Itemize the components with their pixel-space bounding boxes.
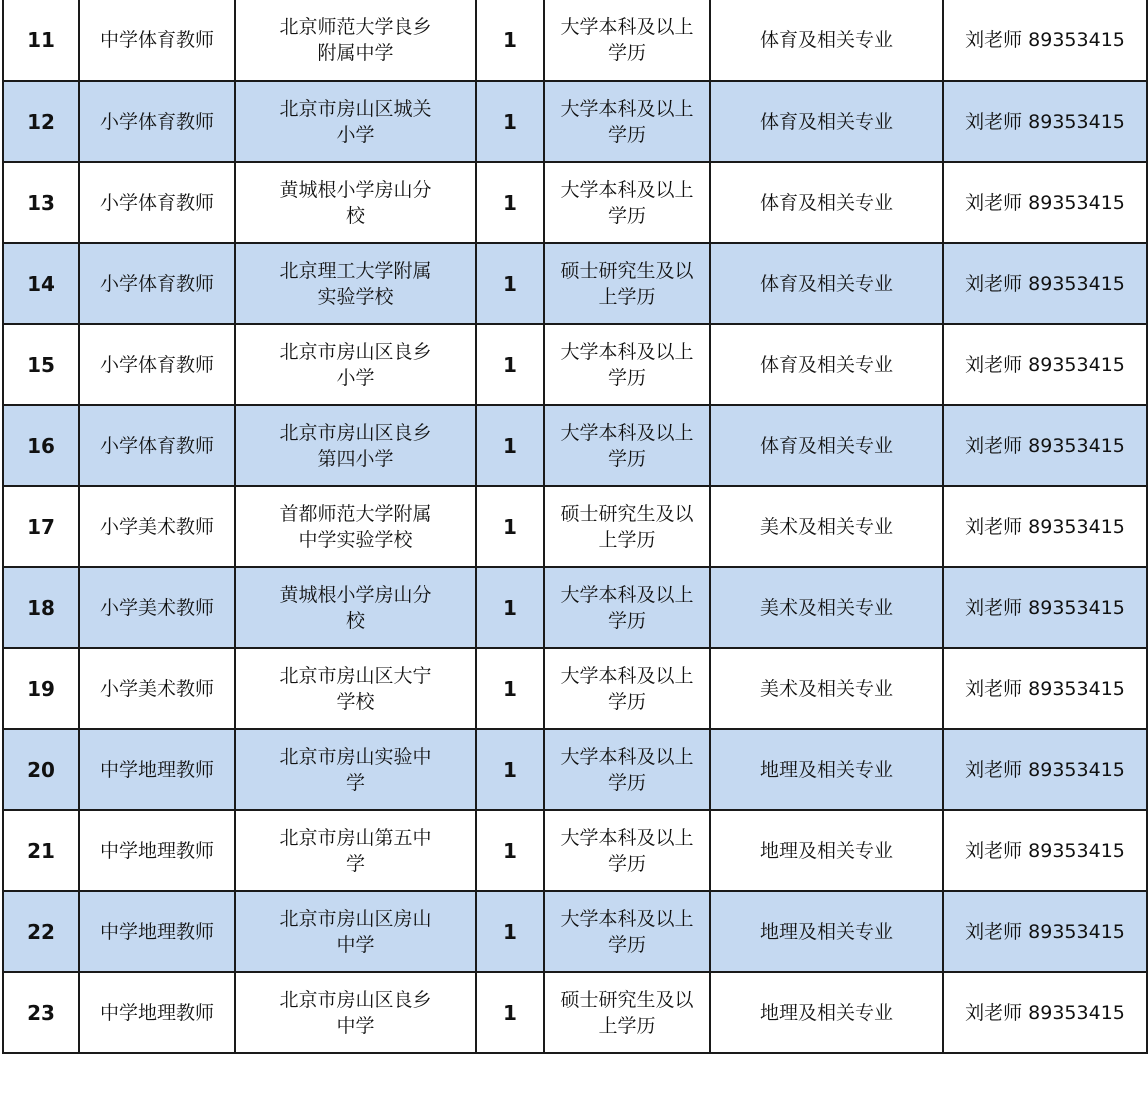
school-cell <box>235 648 476 729</box>
major-requirement: 地理及相关专业 <box>759 1001 893 1024</box>
headcount-cell <box>476 324 544 405</box>
row-number-cell <box>3 162 79 243</box>
contact-info: 刘老师 89353415 <box>965 839 1125 862</box>
contact-cell <box>943 972 1147 1053</box>
row-number: 16 <box>27 433 55 458</box>
contact-cell <box>943 324 1147 405</box>
headcount-cell <box>476 0 544 81</box>
education-cell <box>544 81 710 162</box>
headcount-cell <box>476 648 544 729</box>
headcount-cell <box>476 405 544 486</box>
recruitment-table-body <box>3 0 1147 1053</box>
headcount: 1 <box>503 109 517 134</box>
headcount: 1 <box>503 271 517 296</box>
school-name-line1: 北京市房山区城关 <box>279 97 432 120</box>
position-cell <box>79 567 235 648</box>
headcount: 1 <box>503 757 517 782</box>
education-cell <box>544 567 710 648</box>
row-number: 21 <box>27 838 55 863</box>
contact-info: 刘老师 89353415 <box>965 1001 1125 1024</box>
major-cell <box>710 81 943 162</box>
education-line1: 大学本科及以上 <box>560 97 694 120</box>
contact-info: 刘老师 89353415 <box>965 29 1125 51</box>
school-name-line1: 首都师范大学附属 <box>279 502 432 525</box>
row-number-cell <box>3 729 79 810</box>
education-cell <box>544 162 710 243</box>
major-requirement: 体育及相关专业 <box>759 434 893 457</box>
school-name-line2: 学 <box>345 852 365 875</box>
school-name-line1: 北京市房山区房山 <box>279 907 432 930</box>
major-requirement: 体育及相关专业 <box>759 29 893 51</box>
table-row <box>3 162 1147 243</box>
education-line1: 大学本科及以上 <box>560 421 694 444</box>
row-number-cell <box>3 810 79 891</box>
education-line2: 学历 <box>607 204 646 227</box>
headcount: 1 <box>503 1000 517 1025</box>
contact-cell <box>943 486 1147 567</box>
headcount-cell <box>476 243 544 324</box>
education-line2: 学历 <box>607 609 646 632</box>
headcount: 1 <box>503 190 517 215</box>
contact-info: 刘老师 89353415 <box>965 596 1125 619</box>
row-number-cell <box>3 972 79 1053</box>
table-row <box>3 324 1147 405</box>
major-cell <box>710 405 943 486</box>
contact-info: 刘老师 89353415 <box>965 434 1125 457</box>
education-cell <box>544 648 710 729</box>
position-name: 小学美术教师 <box>99 515 214 538</box>
education-line2: 学历 <box>607 366 646 389</box>
row-number: 17 <box>27 514 55 539</box>
position-name: 小学体育教师 <box>99 191 214 214</box>
row-number: 18 <box>27 595 55 620</box>
school-cell <box>235 729 476 810</box>
school-cell <box>235 0 476 81</box>
contact-info: 刘老师 89353415 <box>965 272 1125 295</box>
education-line1: 大学本科及以上 <box>560 826 694 849</box>
position-cell <box>79 891 235 972</box>
major-requirement: 地理及相关专业 <box>759 920 893 943</box>
major-requirement: 地理及相关专业 <box>759 758 893 781</box>
school-name-line2: 小学 <box>336 366 375 389</box>
school-cell <box>235 324 476 405</box>
school-name-line2: 校 <box>345 609 365 632</box>
school-name-line1: 北京市房山区良乡 <box>279 421 432 444</box>
school-cell <box>235 81 476 162</box>
major-cell <box>710 324 943 405</box>
contact-cell <box>943 648 1147 729</box>
contact-info: 刘老师 89353415 <box>965 677 1125 700</box>
education-line1: 大学本科及以上 <box>560 745 694 768</box>
row-number: 13 <box>27 190 55 215</box>
headcount-cell <box>476 567 544 648</box>
contact-info: 刘老师 89353415 <box>965 110 1125 133</box>
school-name-line2: 中学 <box>336 933 375 956</box>
table-row <box>3 972 1147 1053</box>
contact-info: 刘老师 89353415 <box>965 920 1125 943</box>
position-name: 中学地理教师 <box>99 758 214 781</box>
school-cell <box>235 405 476 486</box>
contact-cell <box>943 891 1147 972</box>
row-number-cell <box>3 891 79 972</box>
row-number-cell <box>3 567 79 648</box>
education-line2: 上学历 <box>598 528 656 551</box>
position-cell <box>79 486 235 567</box>
school-cell <box>235 567 476 648</box>
school-name-line1: 北京市房山区良乡 <box>279 988 432 1011</box>
contact-cell <box>943 162 1147 243</box>
headcount: 1 <box>503 433 517 458</box>
position-name: 小学体育教师 <box>99 272 214 295</box>
education-line1: 大学本科及以上 <box>560 340 694 363</box>
position-cell <box>79 324 235 405</box>
school-name-line1: 黄城根小学房山分 <box>279 178 432 201</box>
position-cell <box>79 162 235 243</box>
education-cell <box>544 324 710 405</box>
headcount: 1 <box>503 28 517 52</box>
major-cell <box>710 810 943 891</box>
contact-info: 刘老师 89353415 <box>965 758 1125 781</box>
position-name: 小学体育教师 <box>99 434 214 457</box>
major-requirement: 体育及相关专业 <box>759 191 893 214</box>
position-cell <box>79 972 235 1053</box>
school-name-line2: 小学 <box>336 123 375 146</box>
education-line2: 学历 <box>607 42 646 64</box>
contact-cell <box>943 567 1147 648</box>
education-line1: 硕士研究生及以 <box>560 259 694 282</box>
table-row <box>3 243 1147 324</box>
school-name-line2: 校 <box>345 204 365 227</box>
contact-cell <box>943 81 1147 162</box>
major-cell <box>710 162 943 243</box>
major-cell <box>710 972 943 1053</box>
major-requirement: 体育及相关专业 <box>759 272 893 295</box>
school-name-line2: 学 <box>345 771 365 794</box>
school-name-line1: 黄城根小学房山分 <box>279 583 432 606</box>
table-row <box>3 81 1147 162</box>
education-line2: 上学历 <box>598 1014 656 1037</box>
education-cell <box>544 810 710 891</box>
position-cell <box>79 405 235 486</box>
major-cell <box>710 486 943 567</box>
school-name-line2: 学校 <box>336 690 375 713</box>
education-line1: 大学本科及以上 <box>560 178 694 201</box>
headcount-cell <box>476 486 544 567</box>
row-number: 11 <box>27 28 55 52</box>
table-row <box>3 486 1147 567</box>
major-cell <box>710 891 943 972</box>
row-number: 19 <box>27 676 55 701</box>
school-name-line1: 北京市房山区良乡 <box>279 340 432 363</box>
position-cell <box>79 810 235 891</box>
school-name-line2: 中学 <box>336 1014 375 1037</box>
education-line2: 学历 <box>607 771 646 794</box>
position-name: 中学体育教师 <box>99 29 214 51</box>
row-number: 23 <box>27 1000 55 1025</box>
recruitment-table <box>2 0 1148 1054</box>
table-row <box>3 0 1147 81</box>
education-line1: 硕士研究生及以 <box>560 988 694 1011</box>
row-number-cell <box>3 324 79 405</box>
row-number: 20 <box>27 757 55 782</box>
major-cell <box>710 0 943 81</box>
education-line2: 学历 <box>607 123 646 146</box>
major-requirement: 美术及相关专业 <box>759 677 893 700</box>
school-cell <box>235 486 476 567</box>
education-cell <box>544 405 710 486</box>
headcount-cell <box>476 810 544 891</box>
position-name: 中学地理教师 <box>99 920 214 943</box>
headcount: 1 <box>503 352 517 377</box>
school-name-line2: 附属中学 <box>317 42 394 64</box>
table-row <box>3 729 1147 810</box>
school-name-line2: 第四小学 <box>317 447 394 470</box>
contact-cell <box>943 243 1147 324</box>
major-cell <box>710 648 943 729</box>
school-cell <box>235 162 476 243</box>
major-cell <box>710 243 943 324</box>
contact-cell <box>943 0 1147 81</box>
school-name-line2: 实验学校 <box>317 285 394 308</box>
contact-info: 刘老师 89353415 <box>965 191 1125 214</box>
row-number-cell <box>3 405 79 486</box>
headcount-cell <box>476 891 544 972</box>
table-row <box>3 891 1147 972</box>
education-cell <box>544 891 710 972</box>
headcount-cell <box>476 972 544 1053</box>
row-number-cell <box>3 81 79 162</box>
position-cell <box>79 0 235 81</box>
table-row <box>3 405 1147 486</box>
education-cell <box>544 486 710 567</box>
school-cell <box>235 810 476 891</box>
table-row <box>3 648 1147 729</box>
education-line1: 大学本科及以上 <box>560 16 694 38</box>
row-number-cell <box>3 0 79 81</box>
major-cell <box>710 567 943 648</box>
position-cell <box>79 243 235 324</box>
position-cell <box>79 729 235 810</box>
position-cell <box>79 648 235 729</box>
major-requirement: 美术及相关专业 <box>759 515 893 538</box>
school-cell <box>235 972 476 1053</box>
row-number-cell <box>3 243 79 324</box>
school-name-line2: 中学实验学校 <box>298 528 413 551</box>
headcount: 1 <box>503 514 517 539</box>
position-name: 中学地理教师 <box>99 1001 214 1024</box>
contact-cell <box>943 405 1147 486</box>
position-name: 小学美术教师 <box>99 677 214 700</box>
school-cell <box>235 891 476 972</box>
position-name: 小学体育教师 <box>99 353 214 376</box>
headcount: 1 <box>503 838 517 863</box>
major-requirement: 地理及相关专业 <box>759 839 893 862</box>
position-name: 小学美术教师 <box>99 596 214 619</box>
major-requirement: 体育及相关专业 <box>759 110 893 133</box>
school-cell <box>235 243 476 324</box>
headcount: 1 <box>503 595 517 620</box>
education-line1: 大学本科及以上 <box>560 583 694 606</box>
education-line1: 硕士研究生及以 <box>560 502 694 525</box>
education-line1: 大学本科及以上 <box>560 664 694 687</box>
headcount-cell <box>476 729 544 810</box>
school-name-line1: 北京市房山第五中 <box>279 826 432 849</box>
major-requirement: 体育及相关专业 <box>759 353 893 376</box>
major-requirement: 美术及相关专业 <box>759 596 893 619</box>
contact-cell <box>943 810 1147 891</box>
education-line1: 大学本科及以上 <box>560 907 694 930</box>
education-line2: 学历 <box>607 447 646 470</box>
education-line2: 上学历 <box>598 285 656 308</box>
headcount-cell <box>476 81 544 162</box>
school-name-line1: 北京师范大学良乡 <box>279 16 432 38</box>
row-number-cell <box>3 648 79 729</box>
school-name-line1: 北京理工大学附属 <box>279 259 432 282</box>
row-number: 14 <box>27 271 55 296</box>
education-cell <box>544 243 710 324</box>
row-number: 12 <box>27 109 55 134</box>
headcount: 1 <box>503 919 517 944</box>
contact-info: 刘老师 89353415 <box>965 515 1125 538</box>
table-row <box>3 810 1147 891</box>
contact-cell <box>943 729 1147 810</box>
row-number-cell <box>3 486 79 567</box>
education-line2: 学历 <box>607 690 646 713</box>
education-line2: 学历 <box>607 933 646 956</box>
position-name: 小学体育教师 <box>99 110 214 133</box>
education-line2: 学历 <box>607 852 646 875</box>
education-cell <box>544 972 710 1053</box>
education-cell <box>544 729 710 810</box>
position-cell <box>79 81 235 162</box>
table-row <box>3 567 1147 648</box>
major-cell <box>710 729 943 810</box>
headcount: 1 <box>503 676 517 701</box>
position-name: 中学地理教师 <box>99 839 214 862</box>
school-name-line1: 北京市房山实验中 <box>279 745 432 768</box>
row-number: 15 <box>27 352 55 377</box>
contact-info: 刘老师 89353415 <box>965 353 1125 376</box>
row-number: 22 <box>27 919 55 944</box>
headcount-cell <box>476 162 544 243</box>
education-cell <box>544 0 710 81</box>
school-name-line1: 北京市房山区大宁 <box>279 664 432 687</box>
